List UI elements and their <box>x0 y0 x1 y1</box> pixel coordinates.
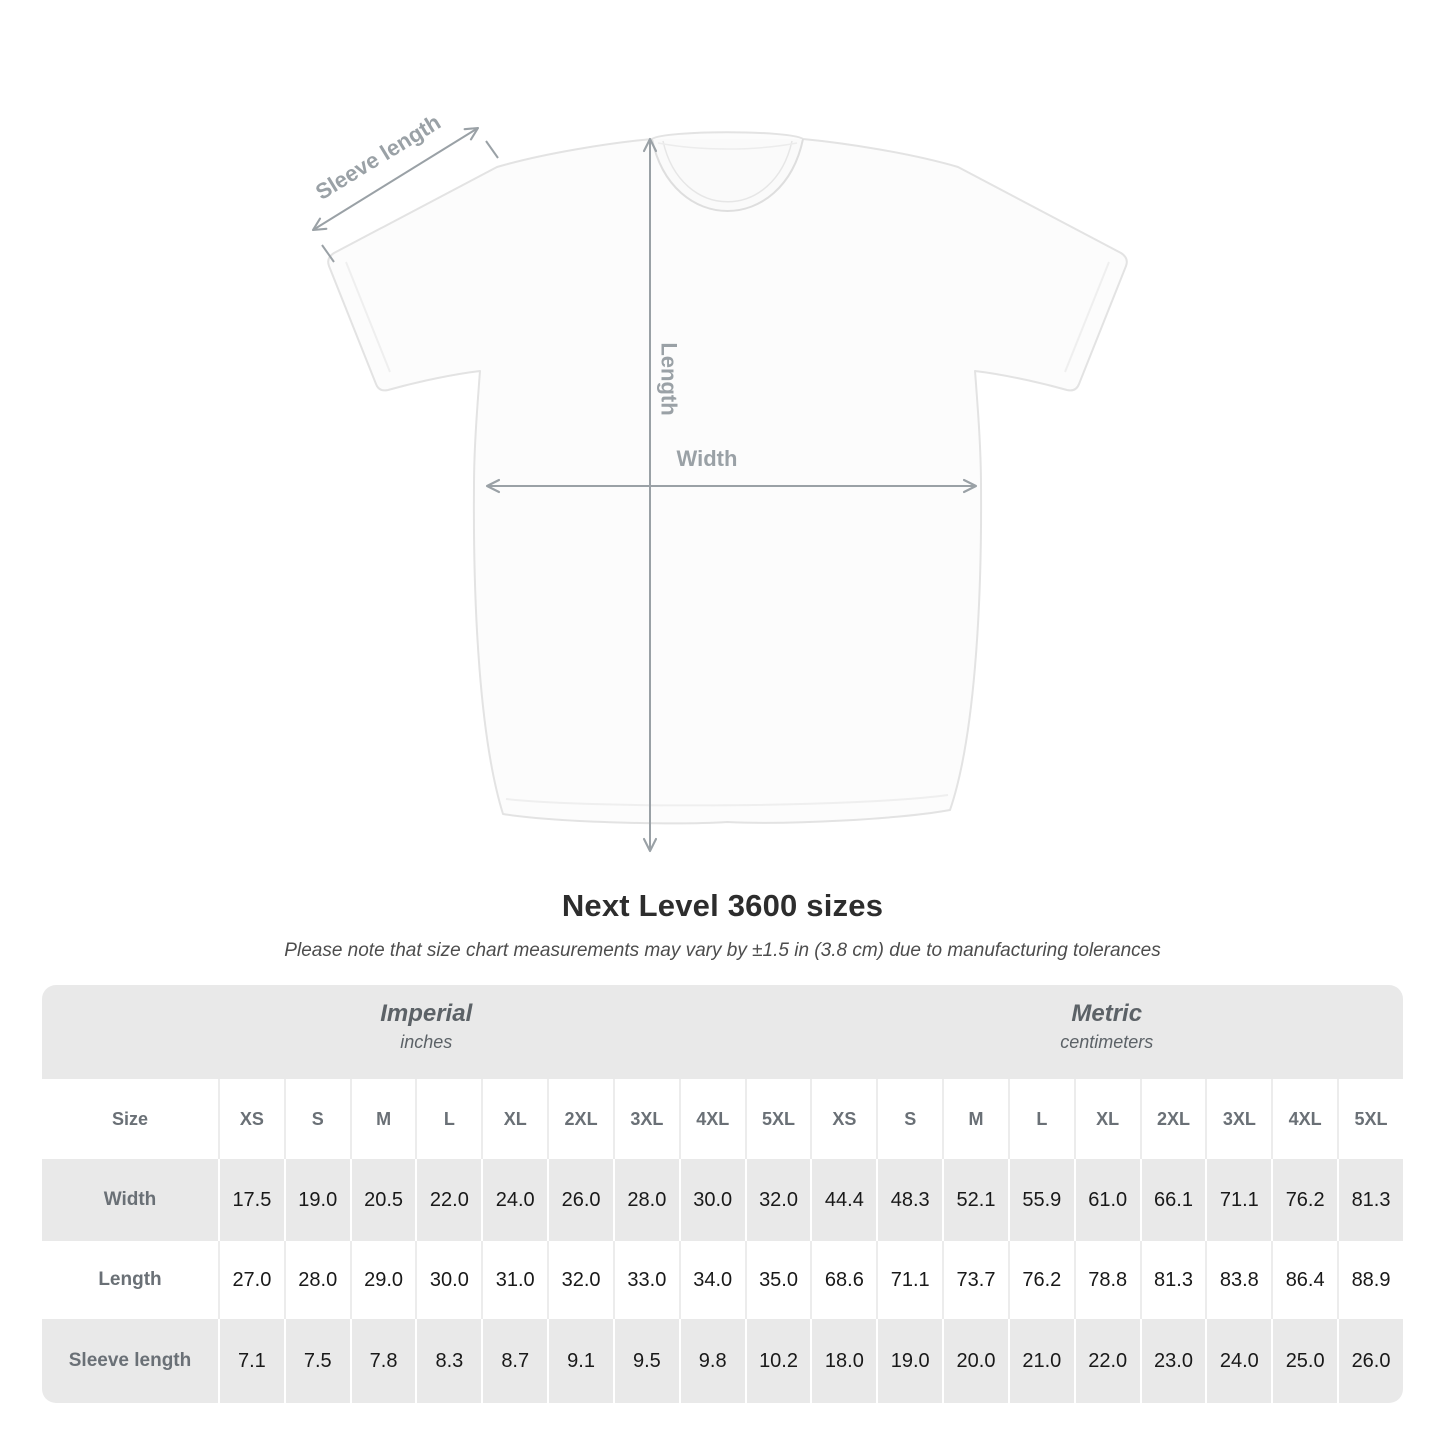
size-header-imperial-s: S <box>284 1079 350 1159</box>
table-cell-metric-xs: 44.4 <box>810 1159 876 1241</box>
table-cell-metric-5xl: 88.9 <box>1337 1241 1403 1319</box>
metric-label: Metric <box>1071 1000 1143 1027</box>
width-label: Width <box>676 446 738 471</box>
table-cell-metric-xl: 61.0 <box>1074 1159 1140 1241</box>
table-cell-metric-3xl: 71.1 <box>1205 1159 1271 1241</box>
sleeve-length-label: Sleeve length <box>310 109 446 205</box>
table-cell-metric-5xl: 26.0 <box>1337 1319 1403 1403</box>
size-header-imperial-xs: XS <box>218 1079 284 1159</box>
size-header-imperial-l: L <box>415 1079 481 1159</box>
table-cell-metric-3xl: 83.8 <box>1205 1241 1271 1319</box>
size-header-metric-5xl: 5XL <box>1337 1079 1403 1159</box>
table-cell-metric-5xl: 81.3 <box>1337 1159 1403 1241</box>
table-cell-imperial-l: 22.0 <box>415 1159 481 1241</box>
table-cell-metric-xs: 68.6 <box>810 1241 876 1319</box>
table-cell-imperial-s: 28.0 <box>284 1241 350 1319</box>
imperial-unit-label: inches <box>400 1032 453 1052</box>
table-cell-imperial-3xl: 28.0 <box>613 1159 679 1241</box>
table-cell-imperial-xl: 8.7 <box>481 1319 547 1403</box>
size-header-metric-m: M <box>942 1079 1008 1159</box>
size-header-metric-4xl: 4XL <box>1271 1079 1337 1159</box>
table-cell-metric-s: 71.1 <box>876 1241 942 1319</box>
table-row-width <box>42 1159 1403 1241</box>
imperial-label: Imperial <box>380 1000 473 1027</box>
table-row-sleeve-length <box>42 1319 1403 1403</box>
table-cell-metric-m: 52.1 <box>942 1159 1008 1241</box>
table-cell-metric-l: 76.2 <box>1008 1241 1074 1319</box>
table-cell-imperial-s: 19.0 <box>284 1159 350 1241</box>
table-cell-imperial-3xl: 9.5 <box>613 1319 679 1403</box>
tolerance-note: Please note that size chart measurements may vary by ±1.5 in (3.8 cm) due to manufacturing tolerances <box>284 940 1161 961</box>
table-cell-imperial-xl: 24.0 <box>481 1159 547 1241</box>
table-cell-imperial-m: 7.8 <box>350 1319 416 1403</box>
table-cell-imperial-5xl: 10.2 <box>745 1319 811 1403</box>
table-cell-metric-4xl: 25.0 <box>1271 1319 1337 1403</box>
table-cell-metric-l: 55.9 <box>1008 1159 1074 1241</box>
table-cell-imperial-2xl: 26.0 <box>547 1159 613 1241</box>
table-cell-imperial-3xl: 33.0 <box>613 1241 679 1319</box>
size-table <box>42 985 1403 1403</box>
size-header-imperial-xl: XL <box>481 1079 547 1159</box>
table-cell-metric-4xl: 76.2 <box>1271 1159 1337 1241</box>
table-cell-metric-xl: 22.0 <box>1074 1319 1140 1403</box>
size-header-imperial-2xl: 2XL <box>547 1079 613 1159</box>
size-header-imperial-m: M <box>350 1079 416 1159</box>
table-cell-imperial-l: 30.0 <box>415 1241 481 1319</box>
unit-header-imperial <box>42 985 810 1079</box>
metric-unit-label: centimeters <box>1060 1032 1154 1052</box>
table-cell-imperial-xs: 17.5 <box>218 1159 284 1241</box>
table-cell-imperial-xs: 27.0 <box>218 1241 284 1319</box>
table-cell-imperial-m: 20.5 <box>350 1159 416 1241</box>
length-label: Length <box>656 342 682 416</box>
page-title: Next Level 3600 sizes <box>561 888 884 923</box>
table-cell-metric-s: 48.3 <box>876 1159 942 1241</box>
table-cell-metric-2xl: 66.1 <box>1140 1159 1206 1241</box>
table-cell-imperial-5xl: 32.0 <box>745 1159 811 1241</box>
table-cell-imperial-m: 29.0 <box>350 1241 416 1319</box>
table-cell-metric-m: 20.0 <box>942 1319 1008 1403</box>
row-label: Width <box>42 1159 218 1241</box>
table-cell-metric-2xl: 23.0 <box>1140 1319 1206 1403</box>
size-header-metric-xs: XS <box>810 1079 876 1159</box>
row-label: Length <box>42 1241 218 1319</box>
table-row-length <box>42 1241 1403 1319</box>
table-cell-imperial-4xl: 34.0 <box>679 1241 745 1319</box>
table-cell-imperial-5xl: 35.0 <box>745 1241 811 1319</box>
table-cell-imperial-2xl: 9.1 <box>547 1319 613 1403</box>
table-cell-imperial-xs: 7.1 <box>218 1319 284 1403</box>
table-cell-metric-3xl: 24.0 <box>1205 1319 1271 1403</box>
table-cell-metric-s: 19.0 <box>876 1319 942 1403</box>
size-header-row <box>42 1079 1403 1159</box>
table-cell-imperial-s: 7.5 <box>284 1319 350 1403</box>
table-cell-metric-m: 73.7 <box>942 1241 1008 1319</box>
size-header-imperial-3xl: 3XL <box>613 1079 679 1159</box>
size-header-metric-3xl: 3XL <box>1205 1079 1271 1159</box>
size-header-imperial-5xl: 5XL <box>745 1079 811 1159</box>
table-cell-imperial-2xl: 32.0 <box>547 1241 613 1319</box>
table-cell-imperial-4xl: 30.0 <box>679 1159 745 1241</box>
size-header-metric-l: L <box>1008 1079 1074 1159</box>
table-cell-metric-xs: 18.0 <box>810 1319 876 1403</box>
unit-header-row <box>42 985 1403 1079</box>
table-cell-metric-xl: 78.8 <box>1074 1241 1140 1319</box>
row-label: Sleeve length <box>42 1319 218 1403</box>
table-cell-imperial-l: 8.3 <box>415 1319 481 1403</box>
tshirt-graphic <box>328 132 1127 823</box>
size-column-header: Size <box>42 1079 218 1159</box>
table-cell-imperial-xl: 31.0 <box>481 1241 547 1319</box>
table-cell-metric-4xl: 86.4 <box>1271 1241 1337 1319</box>
size-header-metric-2xl: 2XL <box>1140 1079 1206 1159</box>
table-cell-imperial-4xl: 9.8 <box>679 1319 745 1403</box>
size-header-imperial-4xl: 4XL <box>679 1079 745 1159</box>
size-header-metric-s: S <box>876 1079 942 1159</box>
table-cell-metric-2xl: 81.3 <box>1140 1241 1206 1319</box>
size-header-metric-xl: XL <box>1074 1079 1140 1159</box>
unit-header-metric <box>810 985 1403 1079</box>
table-cell-metric-l: 21.0 <box>1008 1319 1074 1403</box>
